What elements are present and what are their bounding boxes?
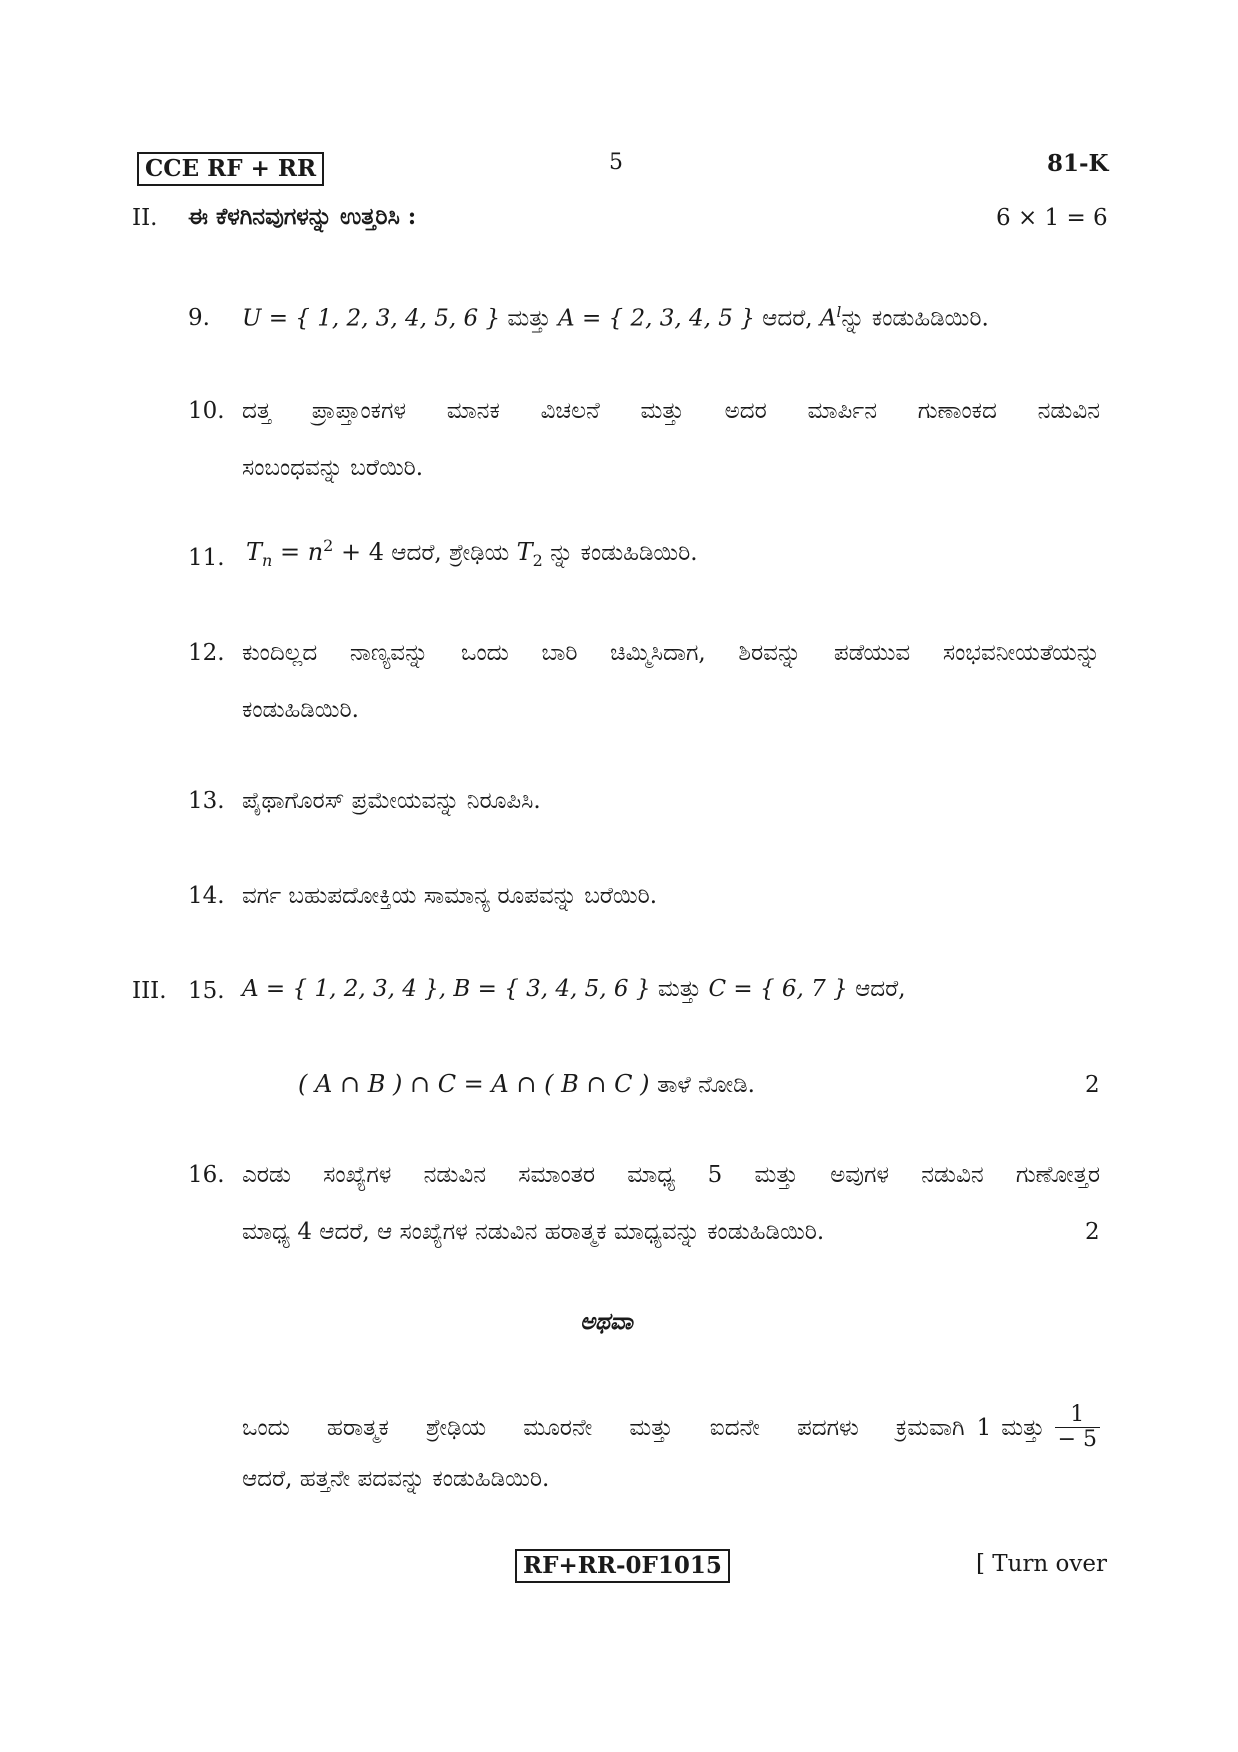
word-and: ಮತ್ತು <box>657 976 702 1002</box>
question-number: 11. <box>188 545 225 571</box>
question-16-line-1: ಎರಡು ಸಂಖ್ಯೆಗಳ ನಡುವಿನ ಸಮಾಂತರ ಮಾಧ್ಯ 5 ಮತ್ತು ಅವುಗಳ ನಡುವಿನ ಗುಣೋತ್ತರ <box>242 1162 1100 1188</box>
word-if: ಆದರೆ, <box>855 976 906 1002</box>
or-question-text: ಒಂದು ಹರಾತ್ಮಕ ಶ್ರೇಢಿಯ ಮೂರನೇ ಮತ್ತು ಐದನೇ ಪದಗಳು ಕ್ರಮವಾಗಿ <box>242 1414 965 1441</box>
question-10-line-2: ಸಂಬಂಧವನ್ನು ಬರೆಯಿರಿ. <box>242 455 424 481</box>
term-subscript: n <box>262 550 273 570</box>
fraction-denominator: − 5 <box>1057 1427 1097 1452</box>
question-number: 10. <box>188 398 225 424</box>
footer-paper-code: RF+RR-0F1015 <box>515 1549 730 1583</box>
set-a: A = { 1, 2, 3, 4 }, <box>242 976 447 1002</box>
section-instruction: ಈ ಕೆಳಗಿನವುಗಳನ್ನು ಉತ್ತರಿಸಿ : <box>188 203 417 230</box>
question-15-equation <box>298 1070 755 1098</box>
or-question-line-1 <box>242 1403 1100 1452</box>
set-u: U = { 1, 2, 3, 4, 5, 6 } <box>242 305 501 332</box>
equals-sign: = <box>272 538 308 566</box>
complement-mark: l <box>836 303 842 321</box>
intersection-identity: ( A ∩ B ) ∩ C = A ∩ ( B ∩ C ) <box>298 1070 650 1098</box>
page-number: 5 <box>609 150 623 175</box>
or-question-line-2: ಆದರೆ, ಹತ್ತನೇ ಪದವನ್ನು ಕಂಡುಹಿಡಿಯಿರಿ. <box>242 1466 550 1492</box>
question-16-line-2: ಮಾಧ್ಯ 4 ಆದರೆ, ಆ ಸಂಖ್ಯೆಗಳ ನಡುವಿನ ಹರಾತ್ಮಕ ಮಾಧ್ಯವನ್ನು ಕಂಡುಹಿಡಿಯಿರಿ. <box>242 1219 825 1245</box>
paper-code-left: CCE RF + RR <box>137 152 324 186</box>
fraction <box>1055 1403 1100 1452</box>
variable-n: n <box>307 538 324 566</box>
plus-four: + 4 <box>333 538 384 566</box>
question-9-text <box>242 303 989 332</box>
turn-over-note: [ Turn over <box>976 1551 1108 1577</box>
question-number: 9. <box>188 305 210 331</box>
complement-a: A <box>819 305 837 332</box>
section-roman-iii: III. <box>132 978 167 1004</box>
paper-code-right: 81-K <box>1047 150 1109 177</box>
section-marks: 6 × 1 = 6 <box>996 205 1108 231</box>
exponent: 2 <box>323 536 334 555</box>
word-and: ಮತ್ತು <box>1001 1414 1045 1441</box>
question-11-ending: ನ್ನು ಕಂಡುಹಿಡಿಯಿರಿ. <box>542 540 698 566</box>
question-9-ending: ನ್ನು ಕಂಡುಹಿಡಿಯಿರಿ. <box>841 305 989 332</box>
question-11-mid: ಆದರೆ, ಶ್ರೇಢಿಯ <box>384 540 517 566</box>
question-15-marks: 2 <box>1085 1072 1100 1098</box>
question-16-marks: 2 <box>1085 1219 1100 1245</box>
term-t: T <box>246 538 263 566</box>
fraction-numerator: 1 <box>1055 1403 1100 1428</box>
question-11-text <box>246 536 698 570</box>
question-10-line-1: ದತ್ತ ಪ್ರಾಪ್ತಾಂಕಗಳ ಮಾನಕ ವಿಚಲನೆ ಮತ್ತು ಅದರ ಮಾರ್ಪಿನ ಗುಣಾಂಕದ ನಡುವಿನ <box>242 398 1100 424</box>
word-and: ಮತ್ತು <box>507 305 551 332</box>
question-number: 16. <box>188 1162 225 1188</box>
question-12-line-2: ಕಂಡುಹಿಡಿಯಿರಿ. <box>242 697 359 723</box>
question-number: 13. <box>188 788 225 814</box>
section-roman-ii: II. <box>132 205 158 231</box>
question-number: 12. <box>188 640 225 666</box>
question-number: 14. <box>188 883 225 909</box>
term-t2: T <box>516 538 533 566</box>
word-verify: ತಾಳೆ ನೋಡಿ. <box>657 1072 755 1098</box>
set-b: B = { 3, 4, 5, 6 } <box>453 976 651 1002</box>
set-c: C = { 6, 7 } <box>708 976 848 1002</box>
question-12-line-1: ಕುಂದಿಲ್ಲದ ನಾಣ್ಯವನ್ನು ಒಂದು ಬಾರಿ ಚಿಮ್ಮಿಸಿದಾಗ, ಶಿರವನ್ನು ಪಡೆಯುವ ಸಂಭವನೀಯತೆಯನ್ನು <box>242 640 1100 666</box>
term-t2-subscript: 2 <box>532 550 543 570</box>
question-15-sets <box>242 976 906 1002</box>
question-13-text: ಪೈಥಾಗೊರಸ್ ಪ್ರಮೇಯವನ್ನು ನಿರೂಪಿಸಿ. <box>242 788 541 814</box>
or-label: ಅಥವಾ <box>580 1308 633 1335</box>
question-number: 15. <box>188 978 225 1004</box>
set-a: A = { 2, 3, 4, 5 } <box>558 305 755 332</box>
question-14-text: ವರ್ಗ ಬಹುಪದೋಕ್ತಿಯ ಸಾಮಾನ್ಯ ರೂಪವನ್ನು ಬರೆಯಿರಿ. <box>242 883 658 909</box>
value-one: 1 <box>976 1414 992 1441</box>
word-if: ಆದರೆ, <box>762 305 813 332</box>
